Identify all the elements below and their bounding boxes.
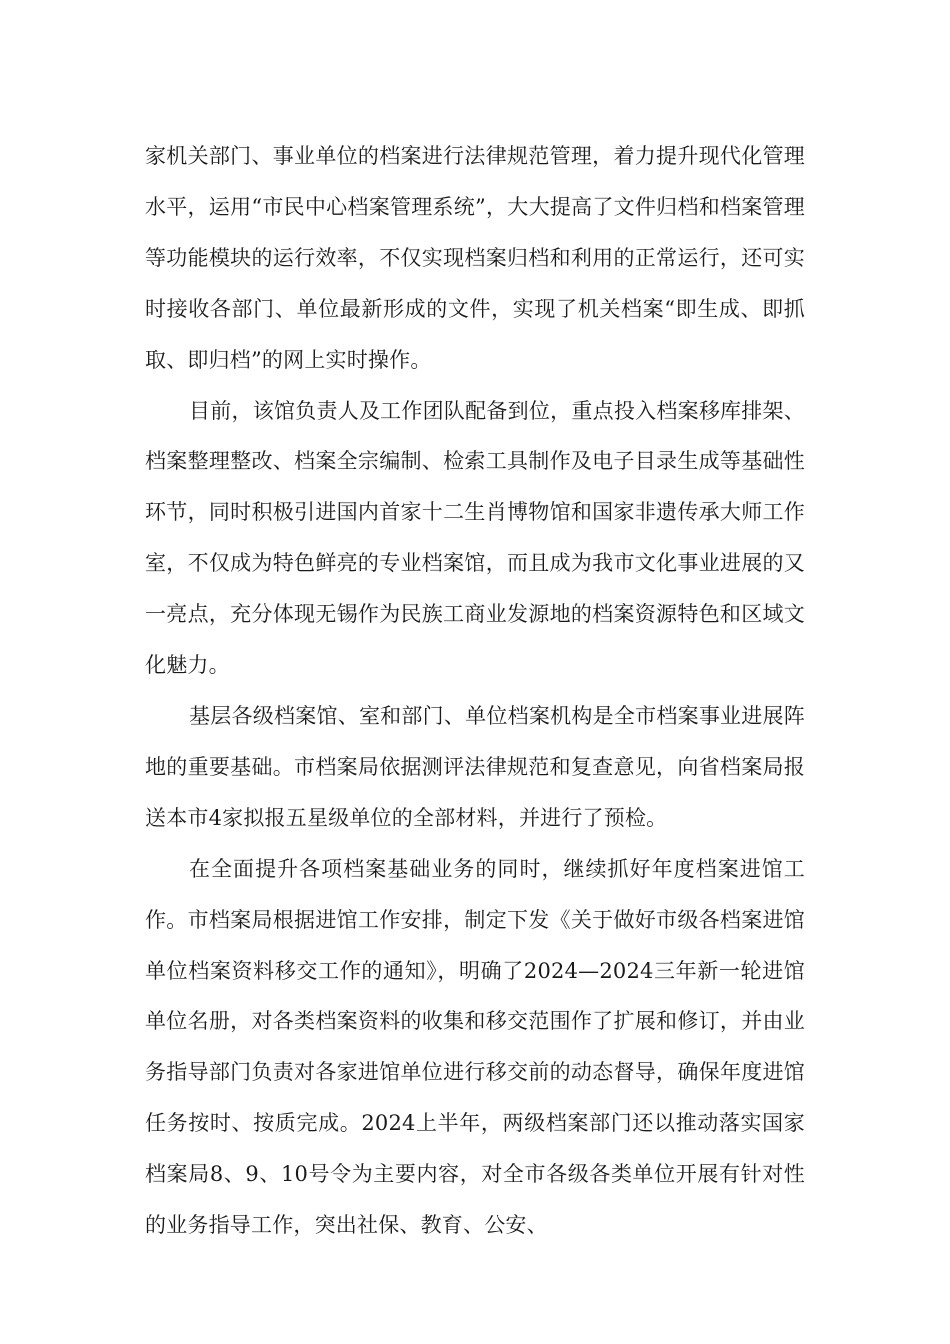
paragraph: 在全面提升各项档案基础业务的同时，继续抓好年度档案进馆工作。市档案局根据进馆工作安排，制定下发《关于做好市级各档案进馆单位档案资料移交工作的通知》，明确了2024—2024三年新一轮进馆单位名册，对各类档案资料的收集和移交范围作了扩展和修订，并由业务指导部门负责对各家进馆单位进行移交前的动态督导，确保年度进馆任务按时、按质完成。2024上半年，两级档案部门还以推动落实国家档案局8、9、10号令为主要内容，对全市各级各类单位开展有针对性的业务指导工作，突出社保、教育、公安、 (145, 856, 805, 1238)
body-text (145, 131, 805, 1251)
paragraph: 目前，该馆负责人及工作团队配备到位，重点投入档案移库排架、档案整理整改、档案全宗编制、检索工具制作及电子目录生成等基础性环节，同时积极引进国内首家十二生肖博物馆和国家非遗传承大师工作室，不仅成为特色鲜亮的专业档案馆，而且成为我市文化事业进展的又一亮点，充分体现无锡作为民族工商业发源地的档案资源特色和区域文化魅力。 (145, 398, 805, 678)
paragraph: 基层各级档案馆、室和部门、单位档案机构是全市档案事业进展阵地的重要基础。市档案局依据测评法律规范和复查意见，向省档案局报送本市4家拟报五星级单位的全部材料，并进行了预检。 (145, 703, 805, 830)
paragraph-continued: 家机关部门、事业单位的档案进行法律规范管理，着力提升现代化管理水平，运用“市民中心档案管理系统”，大大提高了文件归档和档案管理等功能模块的运行效率，不仅实现档案归档和利用的正常运行，还可实时接收各部门、单位最新形成的文件，实现了机关档案“即生成、即抓取、即归档”的网上实时操作。 (145, 144, 805, 372)
